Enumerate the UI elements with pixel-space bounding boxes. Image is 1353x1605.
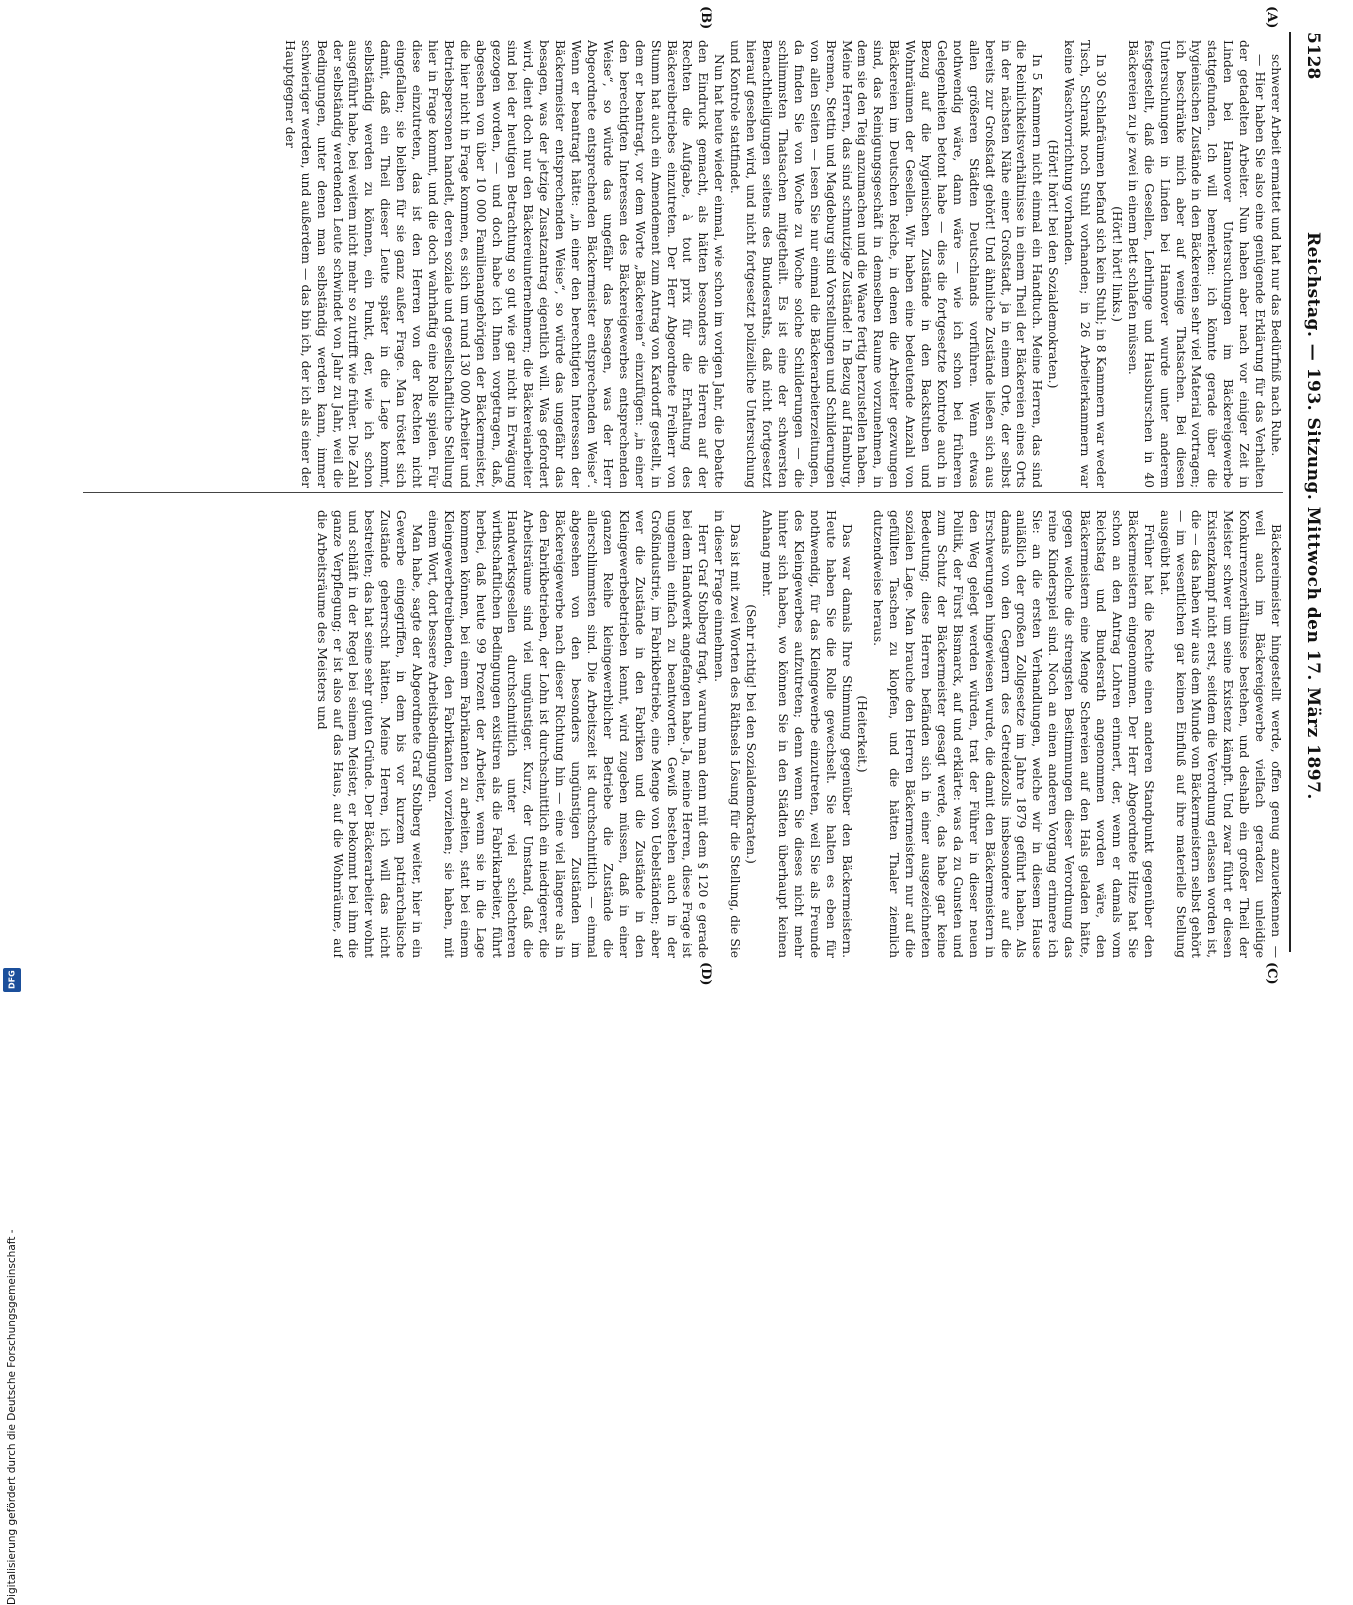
margin-mark-b: (B) [698,6,713,30]
margin-mark-d: (D) [698,962,713,986]
credit-text: Digitalisierung gefördert durch die Deutsche Forschungsgemeinschaft - [6,1229,18,1605]
column-divider [83,492,1283,493]
header-rule [1289,32,1291,952]
left-text-column [83,40,1283,488]
interjection: (Hört! hört! bei den Sozialdemokraten.) [1046,139,1061,389]
margin-mark-a: (A) [1264,6,1279,29]
paragraph: In 5 Kammern nicht einmal ein Handtuch. Meine Herren, das sind die Reinlichkeitsverhältnisse in einem Theil der Bäckereien eines Orts in der nächsten Nähe einer Großstadt, ja in einem Orte, der selbst bereits zur Großstadt gehört! Und ähnliche Zustände ließen sich aus allen größeren Städten Deutschlands vorführen. Wenn etwas nothwendig wäre, dann wäre — wie ich schon bei früheren Gelegenheiten betont habe — dies die fortgesetzte Kontrole auch in Bezug auf die hygienischen Zustände in den Backstuben und Wohnräumen der Gesellen. Wir haben eine bedeutende Anzahl von Bäckereien im Deutschen Reiche, in denen die Arbeiter gezwungen sind, das Reinigungsgeschäft in demselben Raume vorzunehmen, in dem sie den Teig anzumachen und die Waare fertig herzustellen haben. Meine Herren, das sind schmutzige Zustände! In Bezug auf Hamburg, Bremen, Stettin und Magdeburg sind Vorstellungen und Schilderungen von allen Seiten — lesen Sie nur einmal die Bäckerarbeiterzeitungen, da finden Sie von Woche zu Woche solche Schilderungen — die schlimmsten Thatsachen mitgetheilt. Es ist eine der schwersten Benachtheiligungen seitens des Bundesraths, daß nicht fortgesetzt hierauf gesehen wird, und nicht fortgesetzt polizeiliche Untersuchung und Kontrole stattfindet. [728,40,1045,488]
interjection: (Sehr richtig! bei den Sozialdemokraten.) [744,604,759,864]
margin-mark-c: (C) [1264,962,1279,985]
paragraph: schwerer Arbeit ermattet und hat nur das Bedürfniß nach Ruhe. [1269,54,1283,457]
page-title: Reichstag. — 193. Sitzung. Mittwoch den 17. März 1897. [1303,232,1323,800]
page-header [1287,32,1329,952]
paragraph: Nun hat heute wieder einmal, wie schon im vorigen Jahr, die Debatte den Eindruck gemacht, als hätten besonders die Herren auf der Rechten die Aufgabe, à tout prix für die Erhaltung des Bäckereibetriebes einzutreten. Der Herr Abgeordnete Freiherr von Stumm hat auch ein Amendement zum Antrag von Kardorff gestellt, in dem er beantragt, vor dem Worte „Bäckereien“ einzufügen: „in einer den berechtigten Interessen des Bäckereigewerbes entsprechenden Weise“, so würde das ungefähr das besagen, was der Herr Abgeordnete entsprechenden Bäckermeister entsprechenden Weise“. Wenn er beantragt hätte: „in einer den berechtigten Interessen der Bäckermeister entsprechenden Weise“, so würde das ungefähr das besagen, was der jetzige Zusatzantrag eigentlich will. Was gefordert wird, dient doch nur den Bäckereiunternehmern; die Bäckereiarbeiter sind bei der heutigen Betrachtung so gut wie gar nicht in Erwägung gezogen worden, — und doch habe ich Ihnen vorgetragen, daß, abgesehen von über 10 000 Familienangehörigen der Bäckermeister, die hier nicht in Frage kommen, es sich um rund 130 000 Arbeiter und Betriebspersonen handelt, deren soziale und gesellschaftliche Stellung hier in Frage kommt, und die doch wahrhaftig eine Rolle spielen. Für diese einzutreten, das ist den Herren von der Rechten nicht eingefallen; sie bleiben für sie ganz außer Frage. Man tröstet sich damit, daß ein Theil dieser Leute später in die Lage kommt, selbständig werden zu können, ein Punkt, der, wie ich schon ausgeführt habe, bei weitem nicht mehr so zutrifft wie früher. Die Zahl der selbständig werdenden Leute schwindet von Jahr zu Jahr, weil die Bedingungen, unter denen man selbständig werden kann, immer schwieriger werden, und außerdem — das bin ich, der ich als einer der Hauptgegner der [282,40,727,488]
dfg-logo-icon: DFG [3,968,21,992]
paragraph: Man habe, sagte der Abgeordnete Graf Stolberg weiter, hier in ein Gewerbe eingegriffen, in dem bis vor kurzem patriarchalische Zustände geherrscht hätten. Meine Herren, ich will das nicht bestreiten; das hat seine sehr guten Gründe. Der Bäckerarbeiter wohnt und schläft in der Regel bei seinem Meister, er bekommt bei ihm die ganze Verpflegung; er ist also auf das Haus, auf die Wohnräume, auf die Arbeitsräume des Meisters und [314,510,425,958]
interjection: (Heiterkeit.) [855,695,870,773]
digitization-credit [2,1000,24,1605]
paragraph: Das ist mit zwei Worten des Räthsels Lösung für die Stellung, die Sie in dieser Frage einnehmen. [712,510,743,958]
paragraph: — Hier haben Sie also eine genügende Erklärung für das Verhalten der getadelten Arbeiter. Nun haben aber nach vor einiger Zeit in Linden bei Hannover Untersuchungen im Bäckereigewerbe stattgefunden. Ich will bemerken: ich könnte gerade über die hygienischen Zustände in den Bäckereien sehr viel Material vortragen; ich beschränke mich aber auf wenige Thatsachen. Bei diesen Untersuchungen in Linden bei Hannover wurde unter anderem festgestellt, daß die Gesellen, Lehrlinge und Hausburschen in 40 Bäckereien zu je zwei in einem Bett schlafen müssen. [1125,40,1268,488]
page-number: 5128 [1303,32,1323,80]
paragraph: Herr Graf Stolberg fragt, warum man denn mit dem § 120 e gerade bei dem Handwerk angefangen habe. Ja, meine Herren, diese Frage ist ungemein einfach zu beantworten. Gewiß bestehen auch in der Großindustrie, im Fabrikbetriebe, eine Menge von Uebelständen; aber wer die Zustände in den Fabriken und die Zustände in den Kleingewerbebetrieben kennt, wird zugeben müssen, daß in einer ganzen Reihe kleingewerblicher Betriebe die Zustände die allerschlimmsten sind. Die Arbeitszeit ist durchschnittlich — einmal abgesehen von den besonders ungünstigen Zuständen im Bäckereigewerbe nach dieser Richtung hin — eine viel längere als in den Fabrikbetrieben, der Lohn ist durchschnittlich ein niedrigerer, die Arbeitsräume sind viel ungünstiger. Kurz, der Umstand, daß die Handwerksgesellen durchschnittlich unter viel schlechteren wirthschaftlichen Bedingungen existiren als die Fabrikarbeiter, führt herbei, daß heute 99 Prozent der Arbeiter, wenn sie in die Lage kommen können, bei einem Fabrikanten zu arbeiten, statt bei einem Kleingewerbetreibenden, den Fabrikanten vorziehen; sie haben, mit einem Wort, dort bessere Arbeitsbedingungen. [425,510,711,958]
right-text-column [83,510,1283,958]
paragraph: Das war damals Ihre Stimmung gegenüber den Bäckermeistern. Heute haben Sie die Rolle gewechselt. Sie halten es eben für nothwendig, für das Kleingewerbe einzutreten, weil Sie als Freunde des Kleingewerbes aufzutreten; denn wenn Sie dieses nicht mehr hinter sich haben, wo können Sie in den Städten überhaupt keinen Anhang mehr. [760,510,854,958]
paragraph: Bäckereimeister hingestellt werde, offen genug anzuerkennen — weil auch im Bäckereigewerbe vielfach geradezu unleidige Konkurrenzverhältnisse bestehen, und deshalb ein großer Theil der Meister schwer um seine Existenz kämpft. Und zwar führt er diesen Existenzkampf nicht erst, seitdem die Verordnung erlassen worden ist, die — das haben wir aus dem Munde von Bäckermeistern selbst gehört — im wesentlichen gar keinen Einfluß auf ihre materielle Stellung ausgeübt hat. [1157,510,1283,958]
paragraph: Früher hat die Rechte einen anderen Standpunkt gegenüber den Bäckermeistern eingenommen. Der Herr Abgeordnete Hitze hat Sie schon an den Antrag Lohren erinnert, der, wenn er damals vom Reichstag und Bundesrath angenommen worden wäre, den Bäckermeistern eine Menge Schereien auf den Hals geladen hätte, gegen welche die strengsten Bestimmungen dieser Verordnung das reine Kinderspiel sind. Noch an einen anderen Vorgang erinnere ich Sie: an die ersten Verhandlungen, welche wir in diesem Hause anläßlich der großen Zollgesetze im Jahre 1879 geführt haben. Als damals von den Gegnern des Getreidezolls insbesondere auf die Erschwerungen hingewiesen wurde, die damit den Bäckermeistern in den Weg gelegt werden würden, trat der Führer in dieser neuen Politik, der Fürst Bismarck, auf und erklärte: was da zu Gunsten und zum Schutz der Bäckermeister gesagt werde, das habe gar keine Bedeutung; diese Herren befänden sich in einer ausgezeichneten sozialen Lage. Man brauche den Herren Bäckermeistern nur auf die gefüllten Taschen zu klopfen, und die hätten Thaler ziemlich dutzendweise heraus. [871,510,1156,958]
paragraph: In 30 Schlafräumen befand sich kein Stuhl; in 8 Kammern war weder Tisch, Schrank noch Stuhl vorhanden; in 26 Arbeiterkammern war keine Waschvorrichtung vorhanden. [1062,40,1109,488]
interjection: (Hört! hört! links.) [1109,206,1124,322]
